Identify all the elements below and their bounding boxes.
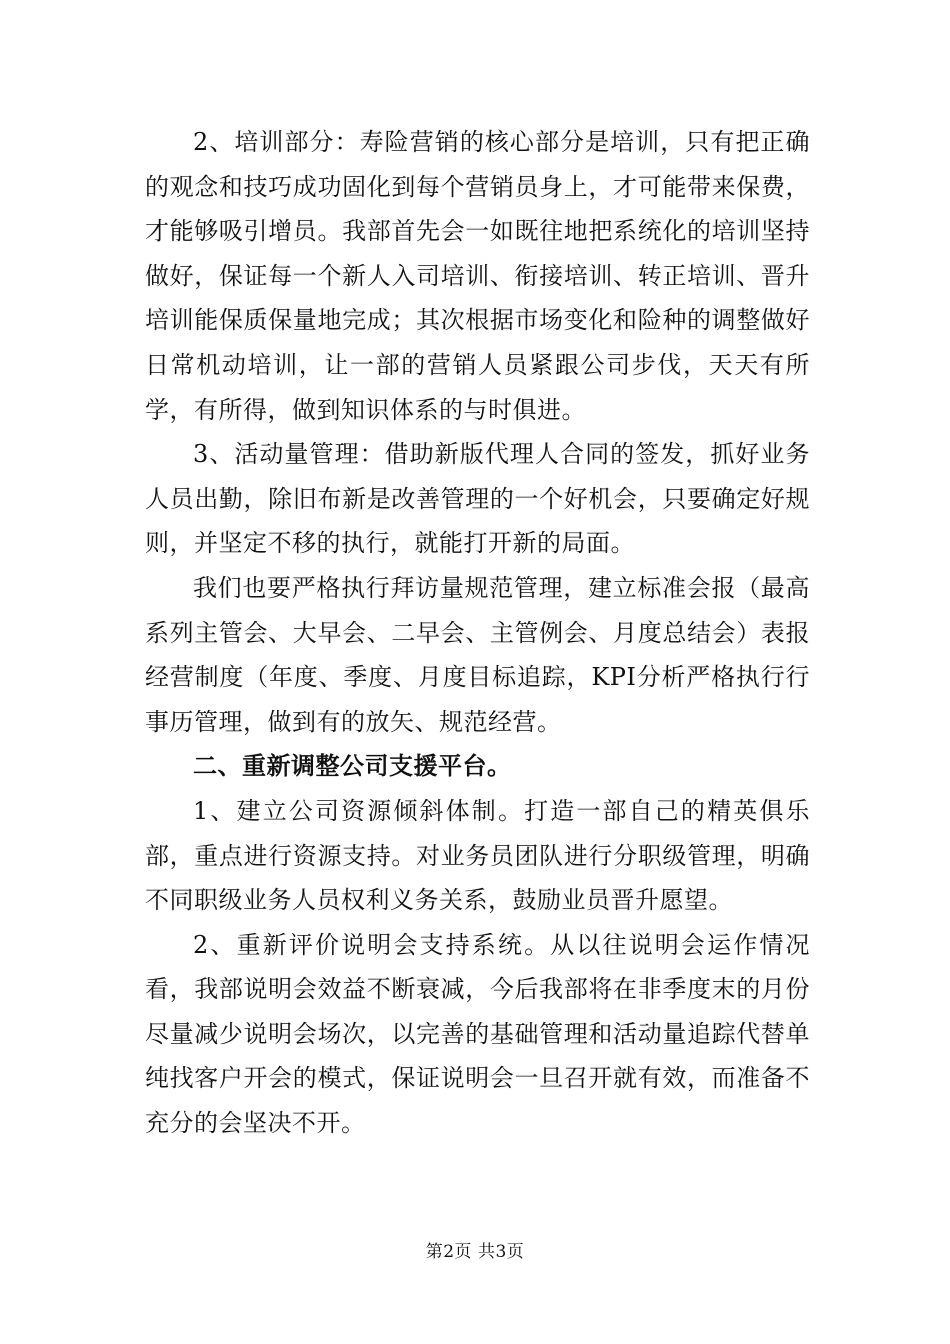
paragraph-resource-tilt: 1、建立公司资源倾斜体制。打造一部自己的精英俱乐部，重点进行资源支持。对业务员团队进行分职级管理，明确不同职级业务人员权利义务关系，鼓励业员晋升愿望。	[145, 796, 810, 915]
paragraph-training: 2、培训部分：寿险营销的核心部分是培训，只有把正确的观念和技巧成功固化到每个营销员身上，才可能带来保费，才能够吸引增员。我部首先会一如既往地把系统化的培训坚持做好，保证每一个新人入司培训、衔接培训、转正培训、晋升培训能保质保量地完成；其次根据市场变化和险种的调整做好日常机动培训，让一部的营销人员紧跟公司步伐，天天有所学，有所得，做到知识体系的与时俱进。	[145, 128, 810, 424]
document-body	[145, 120, 810, 1146]
section-heading-support-platform: 二、重新调整公司支援平台。	[193, 752, 512, 781]
page-number-footer: 第2页 共3页	[425, 1242, 525, 1262]
paragraph-briefing-support: 2、重新评价说明会支持系统。从以往说明会运作情况看，我部说明会效益不断衰减，今后我部将在非季度末的月份尽量减少说明会场次，以完善的基础管理和活动量追踪代替单纯找客户开会的模式，保证说明会一旦召开就有效，而准备不充分的会坚决不开。	[145, 930, 810, 1138]
paragraph-visit-management: 我们也要严格执行拜访量规范管理，建立标准会报（最高系列主管会、大早会、二早会、主管例会、月度总结会）表报经营制度（年度、季度、月度目标追踪，KPI分析严格执行行事历管理，做到有的放矢、规范经营。	[145, 573, 810, 736]
paragraph-activity-management: 3、活动量管理：借助新版代理人合同的签发，抓好业务人员出勤，除旧布新是改善管理的一个好机会，只要确定好规则，并坚定不移的执行，就能打开新的局面。	[145, 440, 810, 558]
